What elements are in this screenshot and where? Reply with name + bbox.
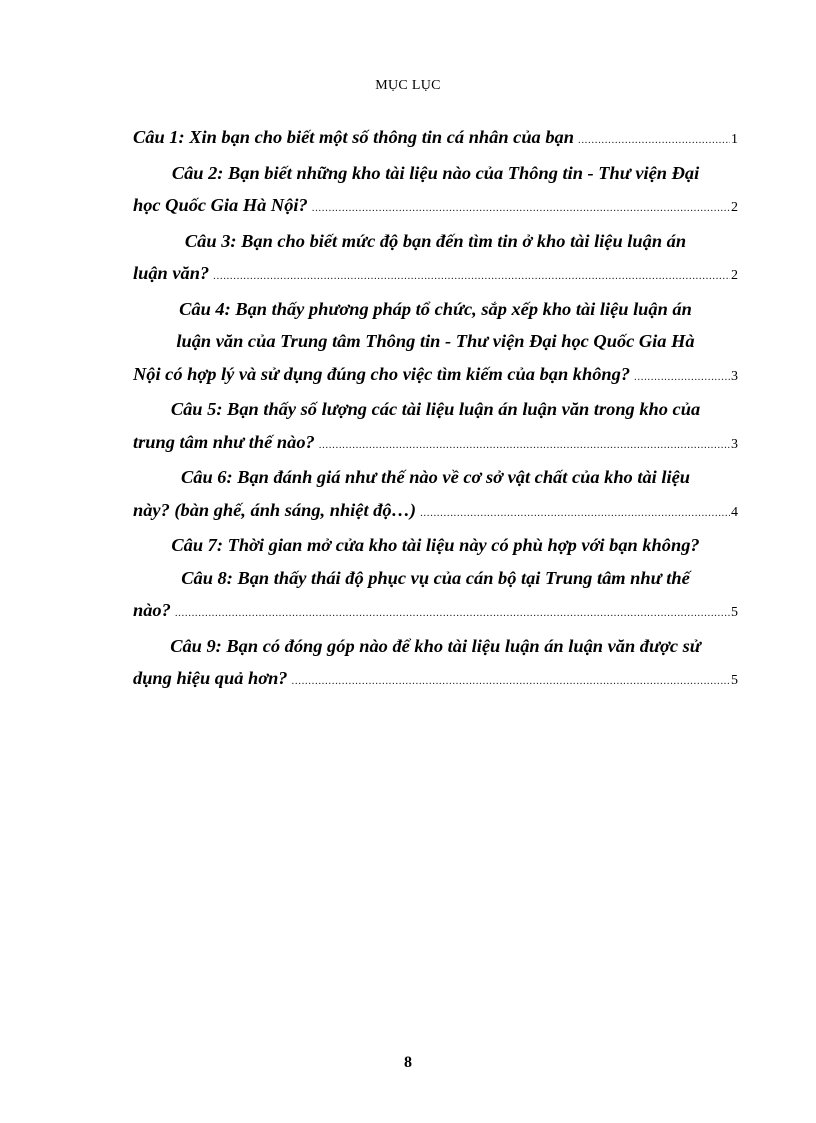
dot-leader [420,497,730,530]
toc-title: MỤC LỤC [375,78,441,93]
toc-entry-text: Câu 8: Bạn thấy thái độ phục vụ của cán bộ tại Trung tâm như thế [181,567,690,588]
toc-entry-text: Câu 7: Thời gian mở cửa kho tài liệu này có phù hợp với bạn không? [171,535,700,555]
dot-leader [312,192,730,225]
toc-entry-text: Câu 6: Bạn đánh giá như thế nào về cơ sở vật chất của kho tài liệu [181,467,690,487]
toc-entry-text: Câu 9: Bạn có đóng góp nào để kho tài liệu luận án luận văn được sử [170,635,701,656]
toc-entry-text: trung tâm như thế nào? [133,431,315,452]
toc-page-number: 3 [731,368,738,384]
toc-entry-2[interactable] [133,157,738,225]
toc-entry-4[interactable] [133,293,738,394]
toc-page-number: 2 [731,268,738,283]
toc-page-number: 3 [731,436,738,452]
toc-entry-text: Câu 1: Xin bạn cho biết một số thông tin cá nhân của bạn [133,127,574,147]
toc-entry-text: này? (bàn ghế, ánh sáng, nhiệt độ…) [133,499,417,520]
dot-leader [213,260,730,293]
toc-page-number: 1 [731,132,738,147]
toc-entry-9[interactable] [133,630,738,698]
toc-entry-text: nào? [133,600,171,620]
toc-entry-text: học Quốc Gia Hà Nội? [133,195,308,215]
toc-entry-3[interactable] [133,225,738,293]
toc-entry-text: luận văn? [133,263,210,283]
toc-entry-text: Nội có hợp lý và sử dụng đúng cho việc tìm kiếm của bạn không? [133,363,631,384]
dot-leader [578,124,730,157]
toc-page-number: 2 [731,200,738,215]
toc-page-number: 5 [731,673,738,688]
dot-leader [292,665,730,698]
toc-entry-7[interactable] [133,529,738,562]
toc-entry-text: luận văn của Trung tâm Thông tin - Thư viện Đại học Quốc Gia Hà [176,331,695,351]
toc-entry-text: Câu 3: Bạn cho biết mức độ bạn đến tìm tin ở kho tài liệu luận án [184,230,687,251]
toc-entry-1[interactable] [133,121,738,157]
toc-entry-text: Câu 4: Bạn thấy phương pháp tổ chức, sắp xếp kho tài liệu luận án [179,298,692,319]
toc-entry-text: dụng hiệu quả hơn? [133,668,288,688]
dot-leader [634,361,730,394]
toc-entry-text: Câu 5: Bạn thấy số lượng các tài liệu luận án luận văn trong kho của [170,399,701,419]
dot-leader [175,597,730,630]
toc-page-number: 5 [731,605,738,620]
toc-entry-6[interactable] [133,461,738,529]
toc-page-number: 4 [731,504,738,520]
toc-entry-8[interactable] [133,562,738,630]
page-number: 8 [404,1054,412,1071]
toc-entry-5[interactable] [133,393,738,461]
table-of-contents [133,121,738,698]
dot-leader [319,429,730,462]
toc-entry-text: Câu 2: Bạn biết những kho tài liệu nào của Thông tin - Thư viện Đại [171,162,700,183]
